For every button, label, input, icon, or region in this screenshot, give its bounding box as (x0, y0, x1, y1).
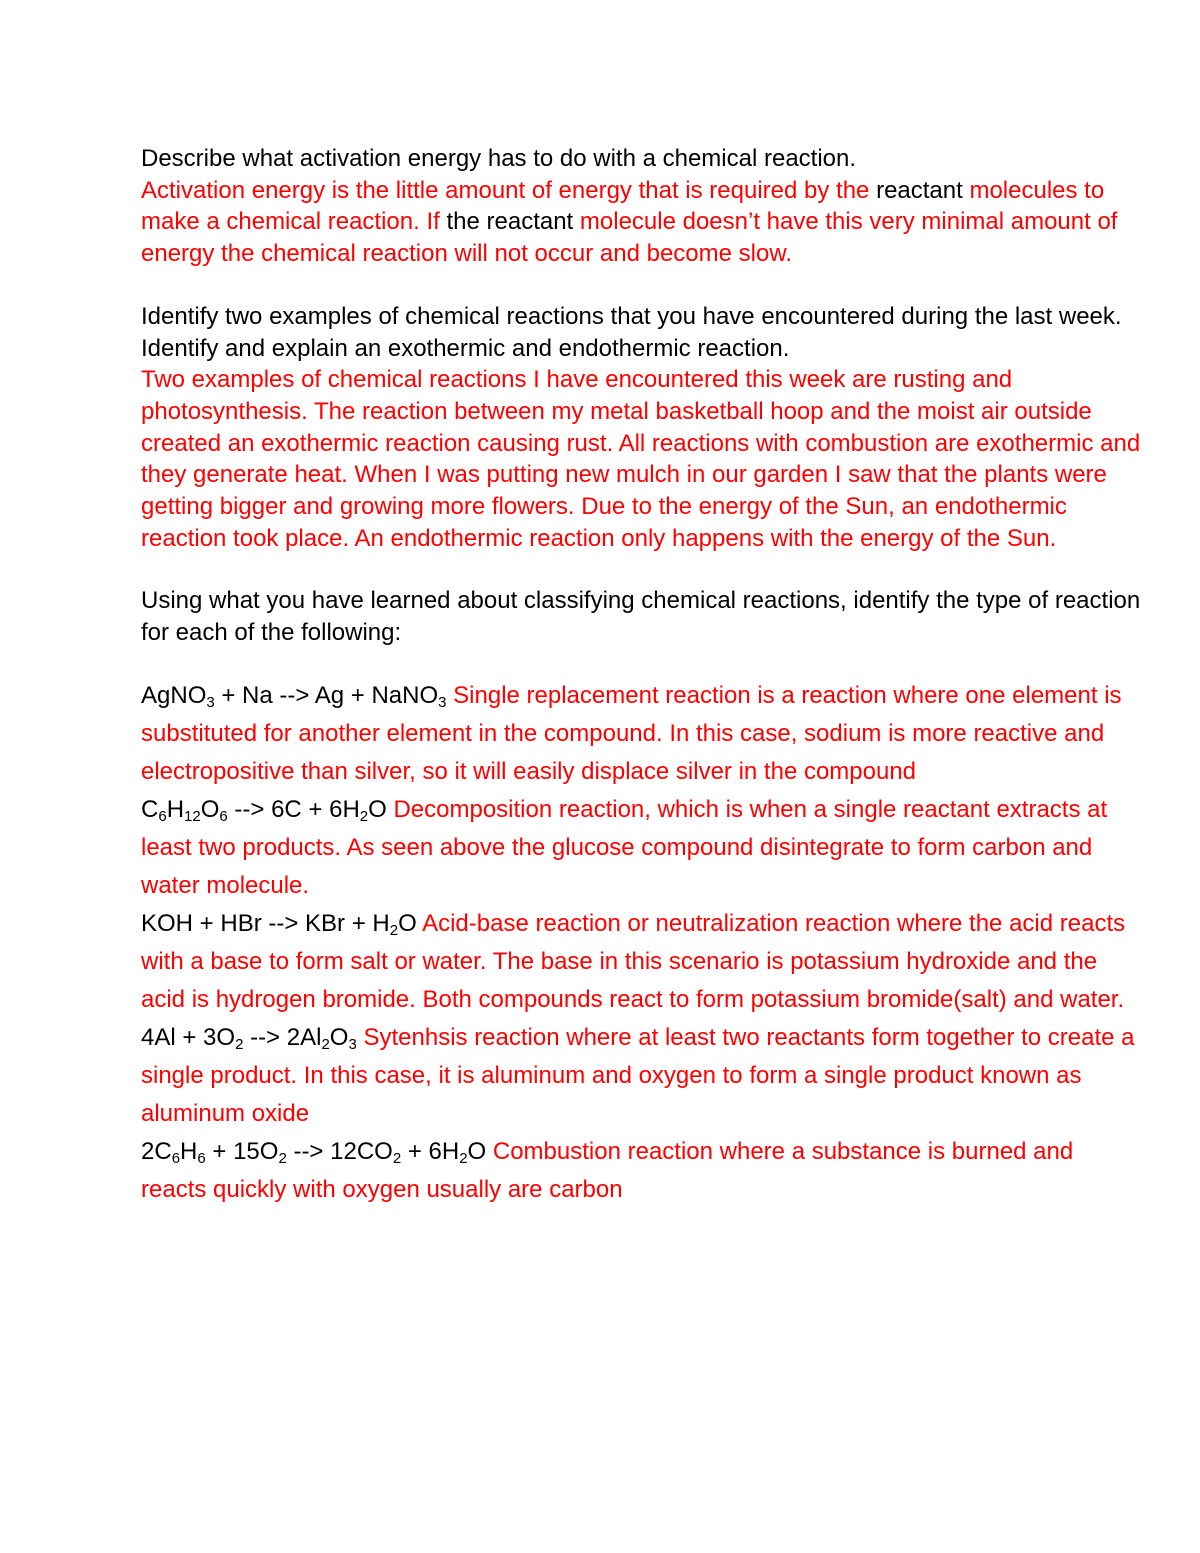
answer-1-part-a: Activation energy is the little amount of energy that is required by the (141, 176, 870, 204)
equation-3: KOH + HBr --> KBr + $H_2O$ (141, 909, 417, 939)
reaction-item-1 (141, 677, 1141, 791)
answer-2: Two examples of chemical reactions I have encountered this week are rusting and photosynthesis. The reaction between my metal basketball hoop and the moist air outside created an exothermic reaction causing rust. All reactions with combustion are exothermic and they generate heat. When I was putting new mulch in our garden I saw that the plants were getting bigger and growing more flowers. Due to the energy of the Sun, an endothermic reaction took place. An endothermic reaction only happens with the energy of the Sun. (141, 366, 1141, 552)
question-1 (141, 143, 1141, 270)
question-3-prompt (141, 585, 1141, 648)
equation-5: $2C_6H_6 + 15O_2$ --> $12CO_2 + 6H_2O$ (141, 1137, 487, 1167)
question-3-prompt-text: Using what you have learned about classifying chemical reactions, identify the type of reaction for each of the following: (141, 587, 1141, 647)
equation-1: AgNO$_3$ + Na --> Ag + NaNO$_3$ (141, 681, 447, 711)
equation-2: $C_6H_{12}O_6$ --> $6C + 6H_2O$ (141, 795, 387, 825)
reaction-item-4 (141, 1019, 1141, 1133)
reaction-item-3 (141, 905, 1141, 1019)
answer-equation-2: Decomposition reaction, which is when a single reactant extracts at least two products. As seen above the glucose compound disintegrate to form carbon and water molecule. (141, 795, 1108, 899)
reaction-item-5 (141, 1133, 1141, 1209)
answer-1-part-d: the reactant (446, 208, 574, 236)
answer-equation-3: Acid-base reaction or neutralization reaction where the acid reacts with a base to form salt or water. The base in this scenario is potassium hydroxide and the acid is hydrogen bromide. Both compounds react to form potassium bromide(salt) and water. (141, 909, 1126, 1013)
question-2 (141, 301, 1141, 555)
reaction-item-2 (141, 791, 1141, 905)
answer-1-part-e: molecule doesn’t have this very minimal amount of energy the chemical reaction will not occur and become slow. (141, 208, 1118, 268)
answer-equation-1: Single replacement reaction is a reaction where one element is substituted for another element in the compound. In this case, sodium is more reactive and electropositive than silver, so it will easily displace silver in the compound (141, 681, 1122, 785)
answer-1-part-c: molecules to make a chemical reaction. If (141, 176, 1105, 236)
reaction-list (141, 677, 1141, 1209)
answer-equation-5: Combustion reaction where a substance is burned and reacts quickly with oxygen usually are carbon (141, 1137, 1074, 1203)
question-1-prompt: Describe what activation energy has to do with a chemical reaction. (141, 145, 857, 172)
answer-1-part-b: reactant (876, 176, 963, 204)
question-2-prompt: Identify two examples of chemical reactions that you have encountered during the last week. Identify and explain an exothermic and endothermic reaction. (141, 302, 1122, 362)
document-body (141, 143, 1141, 1209)
equation-4: $4Al + 3O_2$ --> $2Al_2O_3$ (141, 1023, 357, 1053)
answer-equation-4: Sytenhsis reaction where at least two reactants form together to create a single product. In this case, it is aluminum and oxygen to form a single product known as aluminum oxide (141, 1023, 1135, 1127)
